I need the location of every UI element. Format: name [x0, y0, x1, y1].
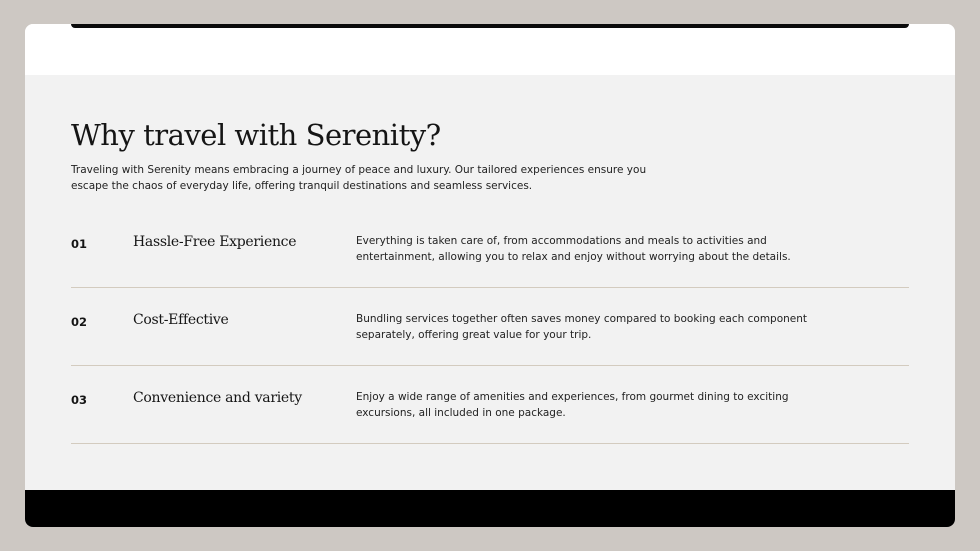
footer-band: [25, 490, 955, 527]
page-frame: [25, 24, 955, 527]
features-list: [71, 210, 909, 444]
feature-row: [71, 288, 909, 366]
feature-title: Cost-Effective: [133, 312, 229, 328]
feature-description: Bundling services together often saves money compared to booking each component separately, offering great value for your trip.: [356, 313, 808, 341]
feature-number: 01: [71, 237, 88, 251]
feature-number: 02: [71, 315, 88, 329]
header-band: [25, 24, 955, 75]
feature-row: [71, 366, 909, 444]
feature-title: Convenience and variety: [133, 390, 302, 406]
section-intro: Traveling with Serenity means embracing a journey of peace and luxury. Our tailored experiences ensure you escape the chaos of everyday life, offering tranquil destinations and seamless services.: [71, 164, 647, 192]
feature-description: Enjoy a wide range of amenities and experiences, from gourmet dining to exciting excursions, all included in one package.: [356, 391, 789, 419]
feature-row: [71, 210, 909, 288]
feature-number: 03: [71, 393, 88, 407]
section-title: Why travel with Serenity?: [71, 118, 441, 152]
feature-description: Everything is taken care of, from accommodations and meals to activities and entertainment, allowing you to relax and enjoy without worrying about the details.: [356, 235, 791, 263]
header-bar: [71, 24, 909, 28]
feature-title: Hassle-Free Experience: [133, 234, 297, 250]
